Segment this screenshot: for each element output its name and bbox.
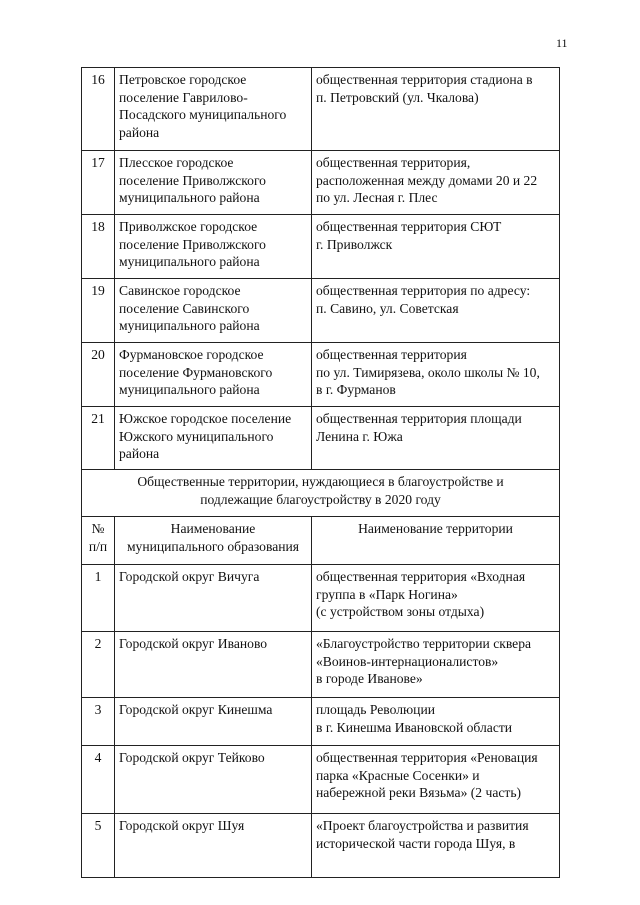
territory-line: общественная территория площади	[316, 411, 522, 426]
table-row	[82, 814, 560, 878]
municipality-name	[115, 565, 312, 632]
municipality-name	[115, 407, 312, 470]
table-row	[82, 151, 560, 215]
row-number: 16	[82, 68, 115, 151]
territory-line: общественная территория СЮТ	[316, 219, 502, 234]
territory-line: «Воинов-интернационалистов»	[316, 653, 499, 669]
municipality-name	[115, 68, 312, 151]
territory-name	[312, 407, 560, 470]
header-num-line: №	[91, 521, 105, 536]
territory-line: группа в «Парк Ногина»	[316, 586, 458, 602]
territory-line: «Проект благоустройства и развития	[316, 818, 529, 833]
section-title	[82, 470, 560, 517]
table-row	[82, 68, 560, 151]
municipality-line: Городской округ Иваново	[119, 636, 268, 651]
municipality-name	[115, 215, 312, 279]
municipality-line: Городской округ Кинешма	[119, 702, 273, 717]
territory-line: в г. Кинешма Ивановской области	[316, 719, 513, 735]
row-number: 4	[82, 746, 115, 814]
row-number: 20	[82, 343, 115, 407]
column-header-row	[82, 517, 560, 565]
municipality-line: Савинское городское	[119, 283, 241, 298]
municipality-name	[115, 632, 312, 698]
municipality-line: муниципального района	[119, 190, 260, 205]
table-row	[82, 698, 560, 746]
territory-line: расположенная между домами 20 и 22	[316, 172, 538, 188]
territory-line: общественная территория «Реновация	[316, 750, 538, 765]
municipality-line: Петровское городское	[119, 72, 247, 87]
row-number: 18	[82, 215, 115, 279]
row-number: 17	[82, 151, 115, 215]
municipality-line: Приволжское городское	[119, 219, 258, 234]
table-row	[82, 215, 560, 279]
territory-name	[312, 698, 560, 746]
header-num	[82, 517, 115, 565]
territory-line: парка «Красные Сосенки» и	[316, 767, 480, 783]
territory-line: общественная территория стадиона в	[316, 72, 533, 87]
section-title-line: Общественные территории, нуждающиеся в благоустройстве и	[137, 474, 504, 489]
territory-line: исторической части города Шуя, в	[316, 835, 516, 851]
header-municipality-line: Наименование	[170, 521, 256, 536]
municipality-line: Южское городское поселение	[119, 411, 292, 426]
table-row	[82, 746, 560, 814]
header-municipality	[115, 517, 312, 565]
territory-line: общественная территория по адресу:	[316, 283, 531, 298]
territory-name	[312, 632, 560, 698]
territory-line: набережной реки Вязьма» (2 часть)	[316, 785, 522, 800]
municipality-line: поселение Гаврилово-	[119, 89, 248, 105]
municipality-name	[115, 814, 312, 878]
municipality-line: Посадского муниципального	[119, 107, 287, 122]
row-number: 21	[82, 407, 115, 470]
municipality-line: района	[119, 446, 160, 461]
municipality-line: поселение Приволжского	[119, 172, 266, 188]
municipality-line: Фурмановское городское	[119, 347, 264, 362]
table-row	[82, 632, 560, 698]
territories-table	[81, 67, 560, 878]
row-number: 19	[82, 279, 115, 343]
municipality-line: муниципального района	[119, 382, 260, 397]
territory-line: п. Петровский (ул. Чкалова)	[316, 89, 479, 105]
page-number: 11	[556, 36, 568, 50]
territory-line: «Благоустройство территории сквера	[316, 636, 532, 651]
territory-line: по ул. Лесная г. Плес	[316, 190, 438, 205]
municipality-line: Южского муниципального	[119, 428, 274, 444]
territory-line: площадь Революции	[316, 702, 435, 717]
section-title-line: подлежащие благоустройству в 2020 году	[200, 491, 441, 507]
header-territory	[312, 517, 560, 565]
table-row	[82, 343, 560, 407]
territory-line: общественная территория «Входная	[316, 569, 526, 584]
territory-line: общественная территория	[316, 347, 467, 362]
municipality-line: поселение Савинского	[119, 300, 250, 316]
territory-name	[312, 151, 560, 215]
header-territory-line: Наименование территории	[358, 521, 513, 536]
municipality-line: муниципального района	[119, 254, 260, 269]
territory-line: в городе Иванове»	[316, 671, 423, 686]
territory-name	[312, 343, 560, 407]
municipality-line: района	[119, 124, 160, 140]
territory-line: п. Савино, ул. Советская	[316, 300, 459, 316]
territory-name	[312, 279, 560, 343]
municipality-line: Городской округ Тейково	[119, 750, 265, 765]
municipality-line: Плесское городское	[119, 155, 234, 170]
table-row	[82, 565, 560, 632]
municipality-line: Городской округ Вичуга	[119, 569, 260, 584]
municipality-line: поселение Фурмановского	[119, 364, 273, 380]
municipality-name	[115, 343, 312, 407]
municipality-name	[115, 151, 312, 215]
row-number: 3	[82, 698, 115, 746]
territory-line: в г. Фурманов	[316, 382, 396, 397]
section-header-row	[82, 470, 560, 517]
territory-line: (с устройством зоны отдыха)	[316, 604, 485, 619]
territory-name	[312, 814, 560, 878]
municipality-line: Городской округ Шуя	[119, 818, 245, 833]
territory-line: общественная территория,	[316, 155, 471, 170]
territory-name	[312, 215, 560, 279]
table-row	[82, 279, 560, 343]
row-number: 1	[82, 565, 115, 632]
row-number: 5	[82, 814, 115, 878]
territory-name	[312, 68, 560, 151]
territory-name	[312, 565, 560, 632]
table-row	[82, 407, 560, 470]
header-municipality-line: муниципального образования	[126, 538, 300, 554]
municipality-name	[115, 698, 312, 746]
municipality-name	[115, 746, 312, 814]
row-number: 2	[82, 632, 115, 698]
territory-name	[312, 746, 560, 814]
territory-line: Ленина г. Южа	[316, 428, 403, 444]
municipality-name	[115, 279, 312, 343]
municipality-line: муниципального района	[119, 318, 260, 333]
territory-line: г. Приволжск	[316, 236, 393, 252]
municipality-line: поселение Приволжского	[119, 236, 266, 252]
territory-line: по ул. Тимирязева, около школы № 10,	[316, 364, 540, 380]
header-num-line: п/п	[88, 538, 108, 554]
